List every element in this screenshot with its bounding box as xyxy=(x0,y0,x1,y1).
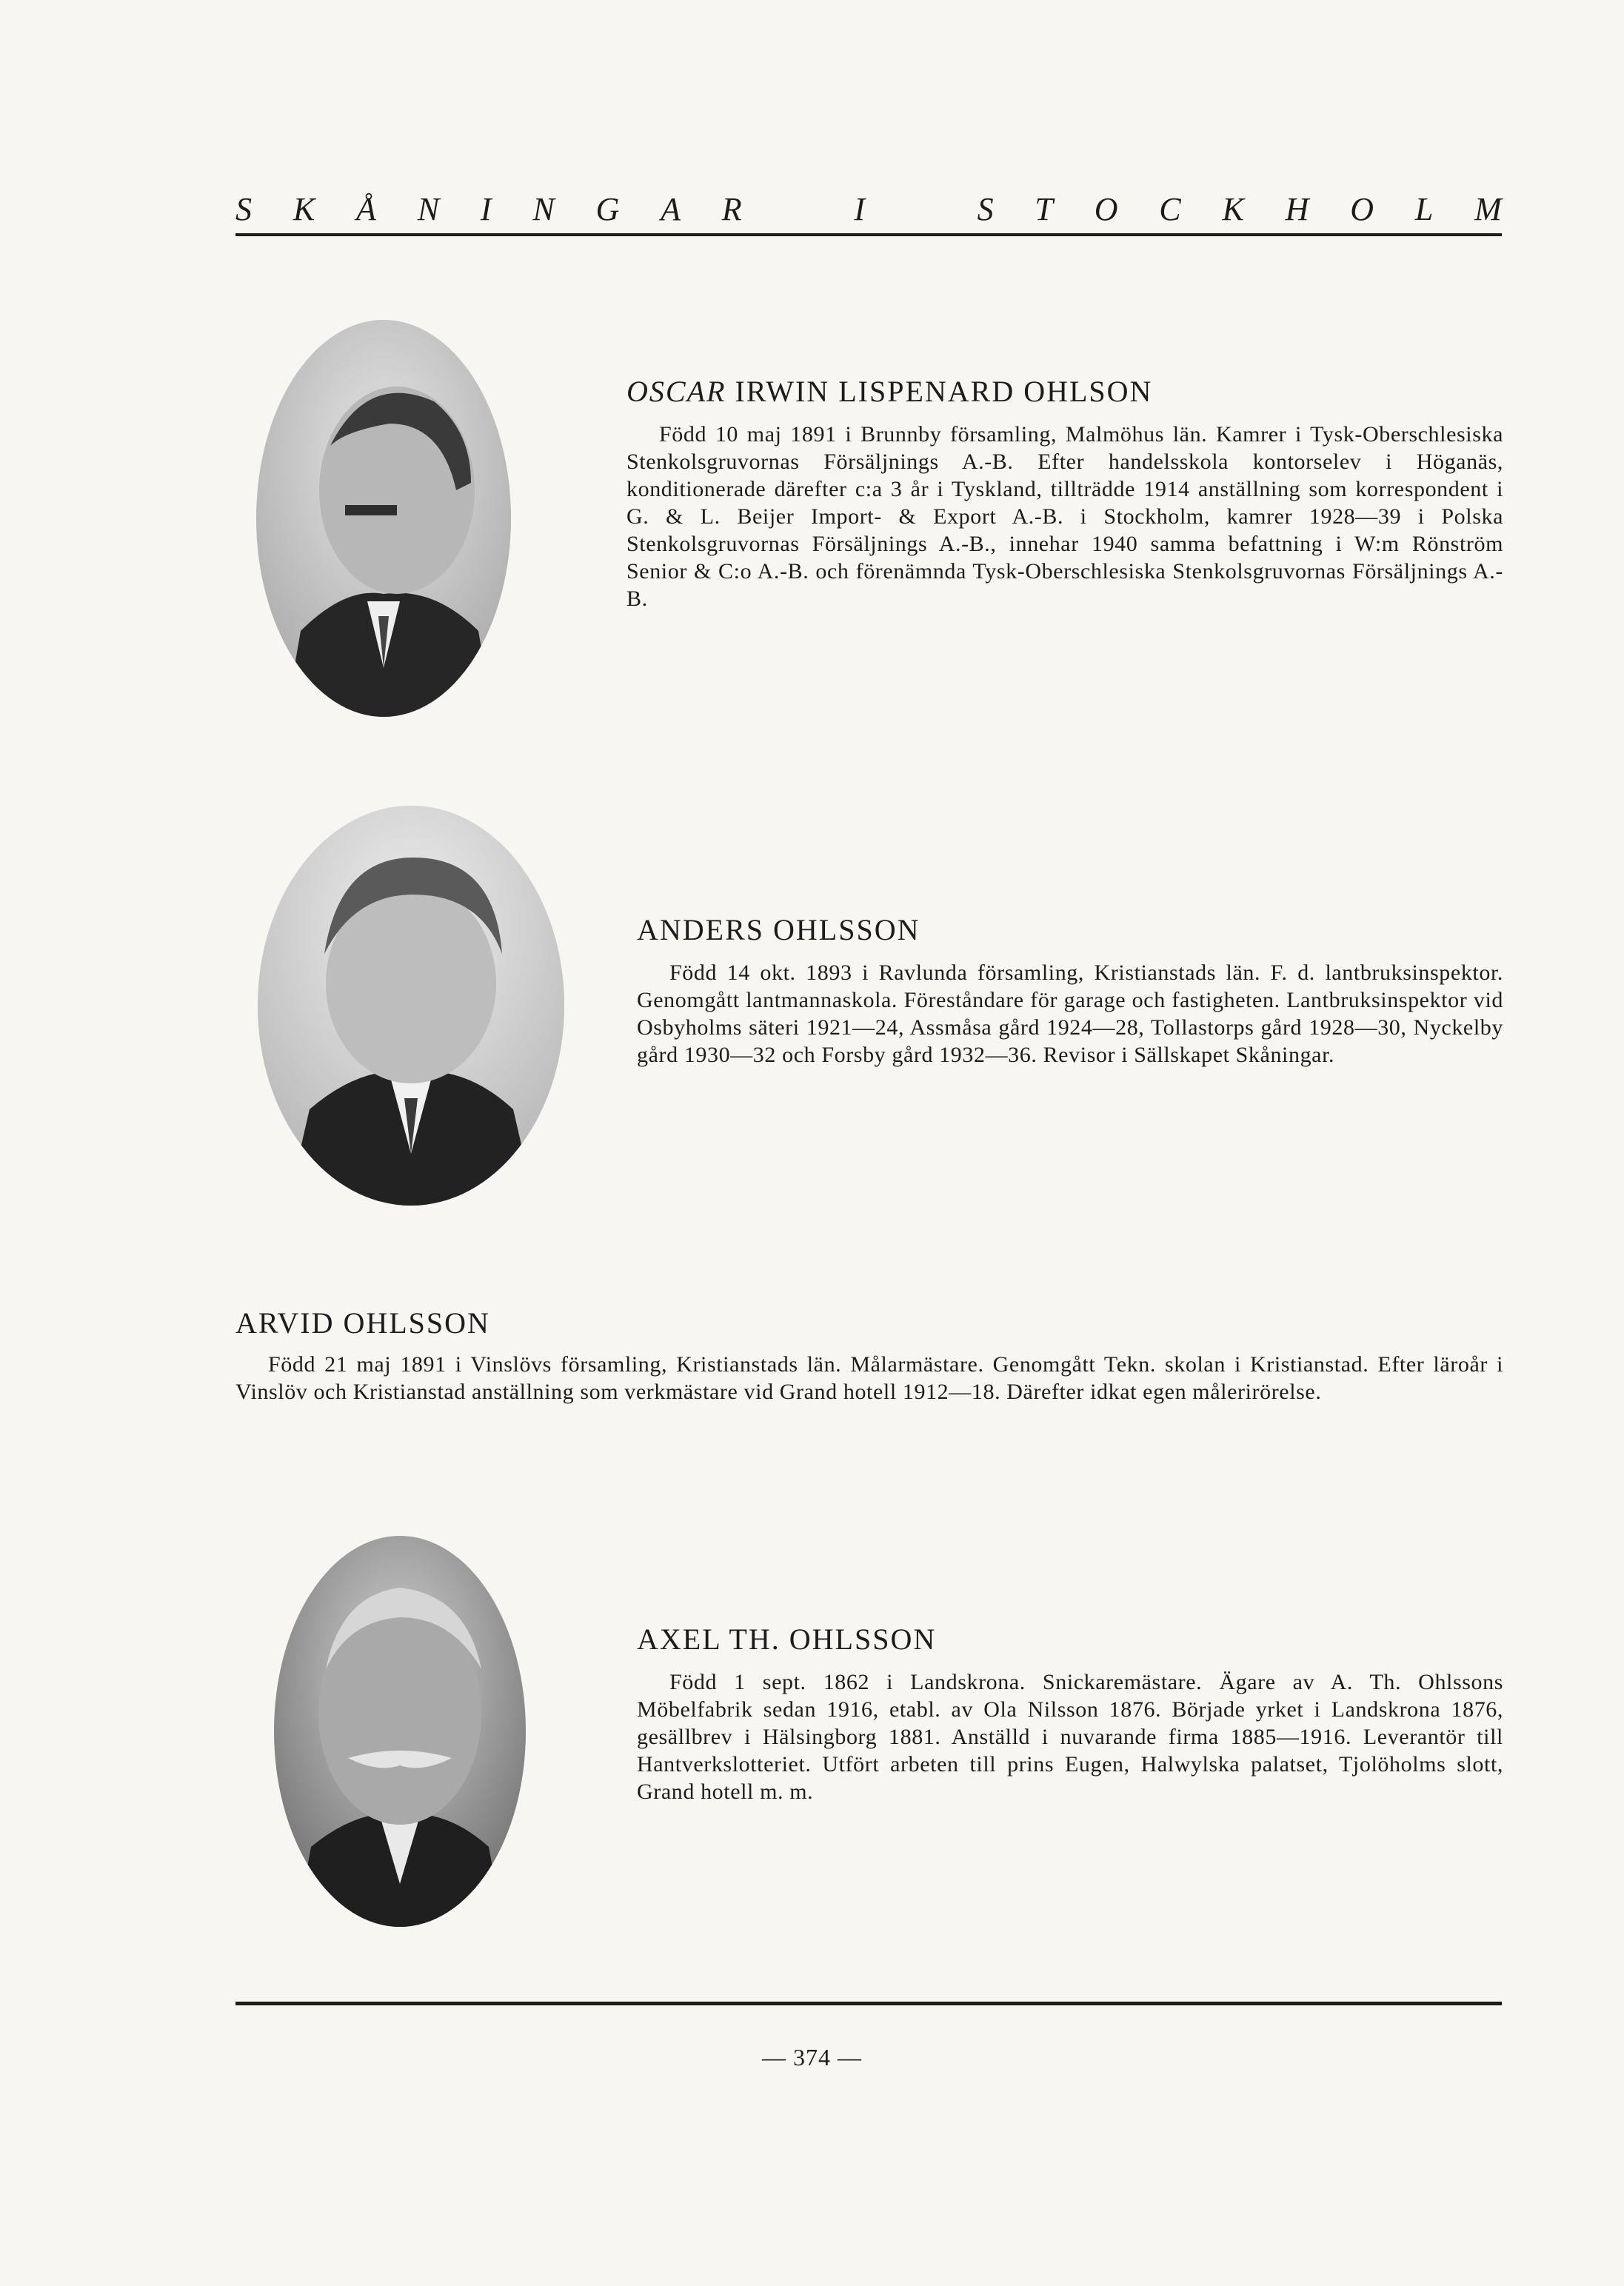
page-number: — 374 — xyxy=(762,2044,862,2071)
header-letter: H xyxy=(1285,191,1309,227)
portrait-photo xyxy=(274,1536,526,1927)
entry-name-italic: OSCAR xyxy=(626,375,726,408)
entry-text: Född 1 sept. 1862 i Landskrona. Snickaremästare. Ägare av A. Th. Ohlssons Möbelfabrik sedan 1916, etabl. av Ola Nilsson 1876. Började yrket i Landskrona 1876, gesällbrev i Hälsingborg 1881. Anställd i nuvarande firma 1885—1916. Leverantör till Hantverkslotteriet. Utfört arbeten till prins Eugen, Halwylska palatset, Tjolöholms slott, Grand hotell m. m. xyxy=(637,1670,1503,1804)
header-letter: S xyxy=(235,191,252,227)
header-letter: N xyxy=(417,191,440,227)
header-letter: O xyxy=(1350,191,1374,227)
header-letter: I xyxy=(854,191,865,227)
entry-text: Född 10 maj 1891 i Brunnby församling, Malmöhus län. Kamrer i Tysk-Oberschlesiska Stenkolsgruvornas Försäljnings A.-B. Efter handelsskola kontorselev i Höganäs, konditionerade därefter c:a 3 år i Tyskland, tillträdde 1914 anställning som korrespondent i G. & L. Beijer Import- & Export A.-B. i Stockholm, kamrer 1928—39 i Polska Stenkolsgruvornas Försäljnings A.-B., innehar 1940 samma befattning i W:m Rönström Senior & C:o A.-B. och förenämnda Tysk-Oberschlesiska Stenkolsgruvornas Försäljnings A.-B. xyxy=(626,422,1503,611)
header-letter: R xyxy=(721,191,742,227)
header-letter: C xyxy=(1159,191,1181,227)
header-rule xyxy=(235,233,1502,236)
entry-text: Född 21 maj 1891 i Vinslövs församling, Kristianstads län. Målarmästare. Genomgått Tekn. skolan i Kristianstad. Efter läroår i Vinslöv och Kristianstad anställning som verkmästare vid Grand hotell 1912—18. Därefter idkat egen målerirörelse. xyxy=(235,1352,1503,1404)
footer-rule xyxy=(235,2002,1502,2005)
header-letter: M xyxy=(1474,191,1502,227)
portrait-photo xyxy=(256,320,511,717)
header-letter: O xyxy=(1094,191,1118,227)
header-letter: G xyxy=(595,191,620,227)
header-letter: K xyxy=(1222,191,1244,227)
entry-text: Född 14 okt. 1893 i Ravlunda församling, Kristianstads län. F. d. lantbruksinspektor. Genomgått lantmannaskola. Föreståndare för garage och fastigheten. Lantbruksinspektor vid Osbyholms säteri 1921—24, Assmåsa gård 1924—28, Tollastorps gård 1928—30, Nyckelby gård 1930—32 och Forsby gård 1932—36. Revisor i Sällskapet Skåningar. xyxy=(637,960,1503,1067)
entry-name xyxy=(626,377,1152,407)
header-letter: A xyxy=(661,191,681,227)
header-letter: K xyxy=(293,191,315,227)
entry-name: AXEL TH. OHLSSON xyxy=(637,1622,937,1656)
entry-name: ARVID OHLSSON xyxy=(235,1306,490,1340)
header-letter: I xyxy=(480,191,492,227)
header-letter: T xyxy=(1035,191,1053,227)
entry-name: ANDERS OHLSSON xyxy=(637,913,920,946)
portrait-photo xyxy=(258,806,564,1206)
entry-name-rest: IRWIN LISPENARD OHLSON xyxy=(726,375,1153,408)
header-letter: L xyxy=(1414,191,1434,227)
running-header xyxy=(235,184,1502,228)
header-letter: Å xyxy=(355,191,376,227)
header-letter: N xyxy=(532,191,555,227)
header-letter: S xyxy=(977,191,994,227)
